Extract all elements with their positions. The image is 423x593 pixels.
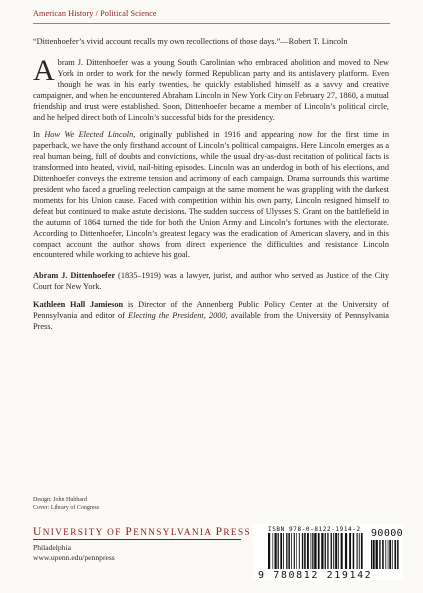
barcode-bar	[371, 540, 372, 569]
barcode-bar	[327, 533, 328, 569]
barcode-bar	[268, 533, 270, 569]
barcode-bar	[341, 533, 343, 569]
barcode-bar	[357, 533, 358, 569]
publisher-part-3: RESS	[223, 527, 251, 537]
barcode-bar	[288, 533, 289, 569]
barcode-bar	[388, 540, 389, 569]
publisher-part-1: NIVERSITY OF	[42, 527, 126, 537]
barcode-bar	[392, 540, 393, 569]
barcode-bar	[331, 533, 332, 569]
barcode-bar	[283, 533, 284, 569]
barcode-bar	[373, 540, 375, 569]
barcode-bar	[397, 540, 399, 569]
publisher-city: Philadelphia	[33, 543, 71, 552]
barcode-bar	[353, 533, 355, 569]
barcode-bar	[296, 533, 297, 569]
barcode-bar	[389, 540, 391, 569]
editor-book-title: Electing the President, 2000	[128, 311, 226, 321]
barcode-bar	[379, 540, 380, 569]
barcode-bar	[307, 533, 309, 569]
barcode-bar	[274, 533, 276, 569]
barcode-bar	[359, 533, 360, 569]
barcode-bar	[286, 533, 287, 569]
design-credit: Design: John Hubbard	[33, 497, 87, 503]
publisher-cap-p1: P	[125, 526, 134, 538]
barcode-bar	[302, 533, 303, 569]
publisher-cap-u: U	[33, 526, 43, 538]
barcode-bar	[312, 533, 313, 569]
barcode-bar	[299, 533, 300, 569]
barcode-bar	[294, 533, 295, 569]
author-name: Abram J. Dittenhoefer	[33, 271, 116, 281]
barcode-bar	[335, 533, 337, 569]
barcode-bar	[349, 533, 351, 569]
barcode-bar	[376, 540, 378, 569]
editor-bio-text-2: , available from the University of Pennsylvania Press.	[33, 311, 389, 331]
barcode-bar	[291, 533, 292, 569]
barcode-bar	[385, 540, 386, 569]
barcode-bar	[345, 533, 347, 569]
barcode-bar	[382, 540, 384, 569]
barcode-bar	[272, 533, 273, 569]
isbn-label: ISBN 978-0-8122-1914-2	[268, 526, 361, 533]
barcode-bar	[314, 533, 316, 569]
paragraph-2-text: , originally published in 1916 and appearing now for the first time in paperback, we have the only firsthand account of Lincoln’s political campaigns. Here Lincoln emerges as a real human being, full of doubts and convictions, while the usual dry-as-dust recitation of political facts is transformed into heated, vivid, nail-biting episodes. Lincoln was an underdog in both of his elections, and Dittenhoefer conveys the extreme tension and acrimony of each campaign. Drama surrounds this wartime president who faced a grueling reelection campaign at the same moment he was grappling with the darkest moments for his Union cause. Faced with competition within his own party, Lincoln resigned himself to defeat but continued to make astute decisions. The sudden success of Ulysses S. Grant on the battlefield in the autumn of 1864 turned the tide for both the Union Army and Lincoln’s fortunes with the electorate. According to Dittenhoefer, Lincoln’s greatest legacy was the eradication of American slavery, and in this compact account the author shows from direct experience the difficulties and resistance Lincoln encountered while working to achieve his goal.	[33, 130, 389, 260]
price-code: 90000	[371, 528, 404, 539]
category-label: American History / Political Science	[33, 9, 157, 18]
editor-bio-text-1: is Director of the Annenberg Public Policy Center at the University of Pennsylvania and editor of	[33, 300, 389, 321]
barcode-bar	[338, 533, 339, 569]
barcode-bar	[325, 533, 326, 569]
barcode-bar	[361, 533, 363, 569]
endorsement-quote: “Dittenhoefer’s vivid account recalls my own recollections of those days.”—Robert T. Lincoln	[33, 37, 348, 46]
barcode-bar	[318, 533, 320, 569]
book-title: How We Elected Lincoln	[44, 130, 134, 140]
barcode-bar	[333, 533, 334, 569]
barcode-bar	[311, 533, 312, 569]
paragraph-1-text: bram J. Dittenhoefer was a young South Carolinian who embraced abolition and moved to New York in order to work for the newly formed Republican party and its antislavery platform. Even though he was in his early twenties, he quickly established himself as a savvy and creative campaigner, and when he encountered Abraham Lincoln in New York City on February 27, 1860, a mutual friendship and trust were established. Soon, Dittenhoefer became a member of Lincoln’s political circle, and he helped direct both of Lincoln’s successful bids for the presidency.	[33, 58, 389, 122]
paragraph-2-prefix: In	[33, 130, 45, 140]
publisher-url: www.upenn.edu/pennpress	[33, 553, 115, 562]
barcode-bar	[321, 533, 323, 569]
price-barcode	[371, 540, 399, 569]
barcode-bar	[304, 533, 306, 569]
ean-barcode	[268, 533, 363, 569]
barcode-bar	[394, 540, 396, 569]
cover-credit: Cover: Library of Congress	[33, 505, 100, 512]
barcode-bar	[280, 533, 282, 569]
ean-digits: 9 780812 219142	[258, 570, 373, 581]
author-bio-text: (1835–1919) was a lawyer, jurist, and author who served as Justice of the City Court for New York.	[33, 271, 389, 292]
drop-cap: A	[33, 54, 55, 87]
publisher-part-2: ENNSYLVANIA	[133, 527, 216, 537]
barcode-bar	[278, 533, 279, 569]
editor-name: Kathleen Hall Jamieson	[33, 300, 124, 310]
publisher-cap-p2: P	[215, 526, 224, 538]
